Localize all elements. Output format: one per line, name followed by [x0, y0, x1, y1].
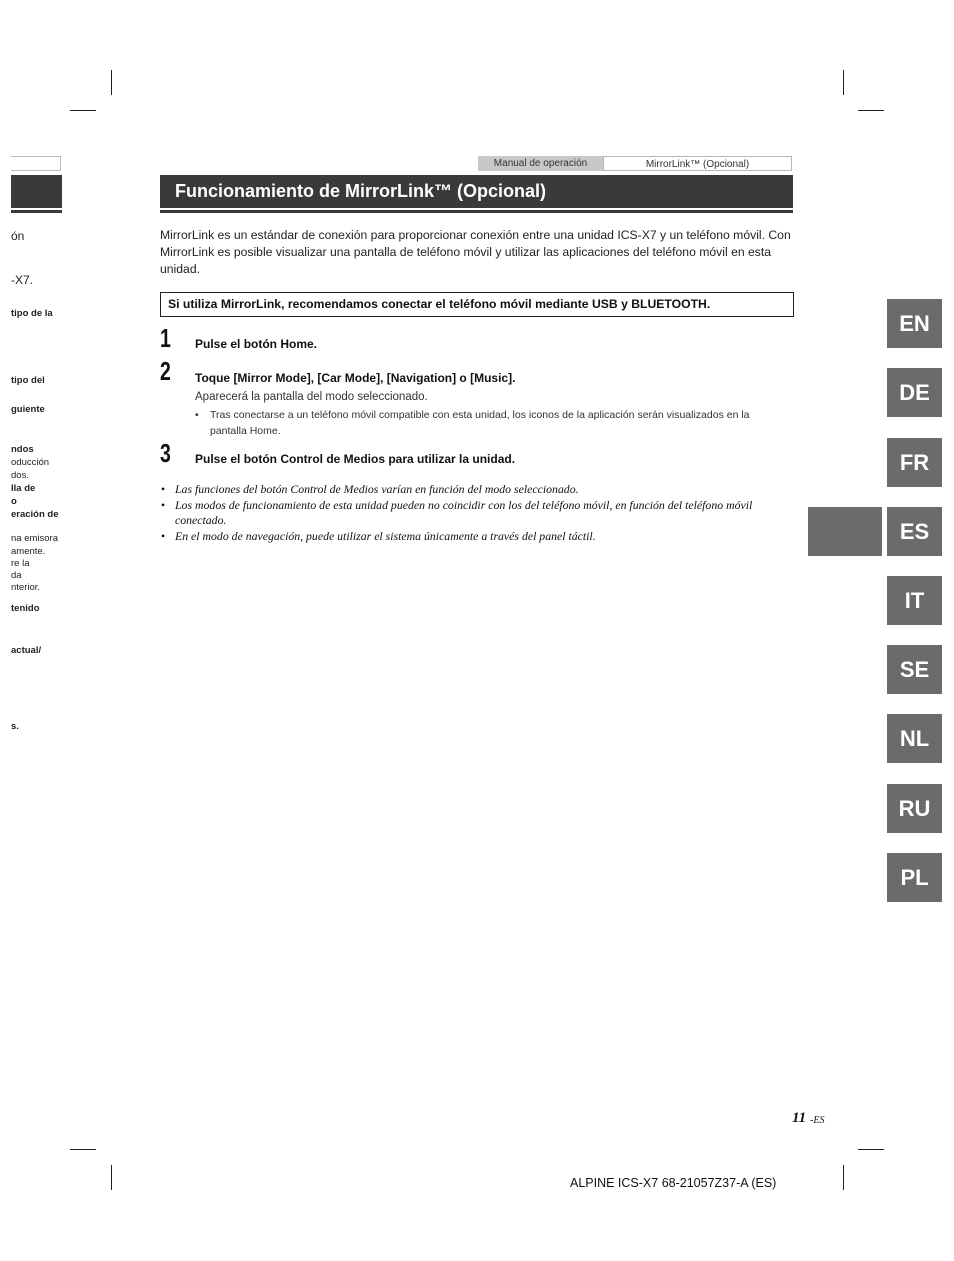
left-page-fragment: tipo del [11, 375, 45, 386]
left-page-fragment: dos. [11, 470, 29, 481]
header-section-tab: MirrorLink™ (Opcional) [603, 156, 792, 171]
crop-mark [858, 1149, 884, 1150]
left-page-title-bar [11, 175, 62, 208]
crop-mark [843, 1165, 844, 1190]
left-page-fragment: amente. [11, 546, 46, 557]
left-page-fragment: o [11, 496, 17, 507]
step-number: 2 [160, 356, 171, 386]
left-page-fragment: da [11, 570, 22, 581]
crop-mark [858, 110, 884, 111]
crop-mark [70, 110, 96, 111]
language-tab-it[interactable]: IT [887, 576, 942, 625]
left-page-fragment: na emisora [11, 533, 58, 544]
page-number-suffix: -ES [810, 1115, 825, 1126]
left-page-fragment: eración de [11, 509, 59, 520]
language-tab-en[interactable]: EN [887, 299, 942, 348]
step-bullet-text: Tras conectarse a un teléfono móvil compatible con esta unidad, los iconos de la aplicación serán visualizados en la pantalla Home. [210, 409, 750, 437]
left-page-fragment: nterior. [11, 582, 41, 593]
section-title: Funcionamiento de MirrorLink™ (Opcional) [175, 181, 547, 201]
step-number: 1 [160, 323, 171, 353]
left-page-title-rule [11, 210, 62, 213]
note-text: Los modos de funcionamiento de esta unidad pueden no coincidir con los del teléfono móvil, en función del teléfono móvil conectado. [175, 497, 753, 527]
step-text: Toque [Mirror Mode], [Car Mode], [Navigation] o [Music]. [195, 371, 516, 385]
title-underline [160, 210, 793, 213]
bullet-icon: • [195, 409, 199, 421]
crop-mark [843, 70, 844, 95]
crop-mark [70, 1149, 96, 1150]
note-text: En el modo de navegación, puede utilizar el sistema únicamente a través del panel táctil. [175, 528, 596, 543]
step-text: Pulse el botón Control de Medios para utilizar la unidad. [195, 452, 516, 466]
footer-code: ALPINE ICS-X7 68-21057Z37-A (ES) [570, 1176, 777, 1190]
language-tab-ru[interactable]: RU [887, 784, 942, 833]
notice-box [160, 292, 794, 317]
left-page-fragment: s. [11, 721, 19, 732]
crop-mark [111, 1165, 112, 1190]
left-page-fragment: re la [11, 558, 30, 569]
left-page-header-box [11, 156, 61, 171]
note-item [160, 498, 794, 529]
note-item [160, 482, 794, 498]
note-text: Las funciones del botón Control de Medios varían en función del modo seleccionado. [175, 482, 579, 496]
notice-text: Si utiliza MirrorLink, recomendamos conectar el teléfono móvil mediante USB y BLUETOOTH. [168, 297, 711, 311]
left-page-fragment: tipo de la [11, 308, 53, 319]
language-tab-pl[interactable]: PL [887, 853, 942, 902]
language-tab-fr[interactable]: FR [887, 438, 942, 487]
bullet-icon: • [161, 497, 166, 512]
step-text: Pulse el botón Home. [195, 337, 318, 351]
page-number: 11 [792, 1110, 807, 1126]
note-item [160, 529, 794, 545]
header-manual-tab: Manual de operación [478, 156, 603, 171]
language-tab-de[interactable]: DE [887, 368, 942, 417]
step-result: Aparecerá la pantalla del modo seleccionado. [195, 391, 428, 403]
notes-list [160, 482, 794, 544]
crop-mark [111, 70, 112, 95]
left-page-fragment: lla de [11, 483, 36, 494]
left-page-fragment: tenido [11, 603, 40, 614]
bullet-icon: • [161, 528, 166, 543]
left-page-fragment: ndos [11, 444, 34, 455]
left-page-fragment: ón [11, 229, 25, 243]
language-tab-nl[interactable]: NL [887, 714, 942, 763]
left-page-fragment: -X7. [11, 273, 34, 287]
left-page-fragment: actual/ [11, 645, 42, 656]
intro-paragraph: MirrorLink es un estándar de conexión para proporcionar conexión entre una unidad ICS-X7 y un teléfono móvil. Con MirrorLink es posible visualizar una pantalla de teléfono móvil y utilizar las aplicaciones del teléfono móvil en esta unidad. [160, 228, 791, 276]
step-number: 3 [160, 438, 171, 468]
left-page-fragment: oducción [11, 457, 50, 468]
bullet-icon: • [161, 482, 166, 496]
active-language-marker [808, 507, 882, 556]
language-tab-es[interactable]: ES [887, 507, 942, 556]
section-title-bar [160, 175, 793, 208]
left-page-fragment: guiente [11, 404, 45, 415]
step-bullet [195, 407, 785, 439]
language-tab-se[interactable]: SE [887, 645, 942, 694]
